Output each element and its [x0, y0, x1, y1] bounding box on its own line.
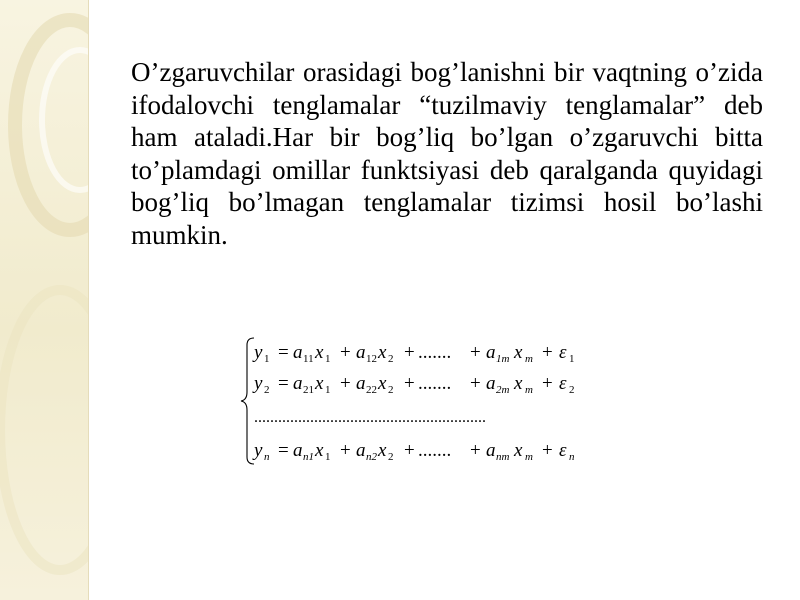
- equals-sign: =: [278, 440, 289, 461]
- coefficient-subscript: nm: [496, 451, 510, 463]
- equation-row-1: [252, 342, 575, 365]
- y-variable: y: [254, 440, 263, 461]
- plus-sign: +: [404, 440, 415, 461]
- coefficient-a: a: [356, 440, 366, 461]
- equals-sign: =: [278, 342, 289, 363]
- coefficient-a: a: [486, 342, 496, 363]
- dots: .......: [418, 342, 452, 363]
- equation-row-n: [252, 440, 575, 463]
- x-variable: x: [514, 440, 523, 461]
- plus-sign: +: [404, 342, 415, 363]
- plus-sign: +: [340, 373, 351, 394]
- decorative-swirl-graphic: [0, 0, 88, 600]
- y-subscript: n: [264, 451, 270, 463]
- coefficient-subscript: n1: [303, 451, 314, 463]
- coefficient-a: a: [486, 440, 496, 461]
- x-variable: x: [315, 342, 324, 363]
- equals-sign: =: [278, 373, 289, 394]
- coefficient-a: a: [356, 373, 366, 394]
- equation-system: [232, 332, 612, 472]
- x-subscript: m: [525, 451, 533, 463]
- decorative-side-panel: [0, 0, 89, 600]
- x-variable: x: [315, 373, 324, 394]
- ellipsis-row: ..........................................................: [254, 409, 486, 426]
- y-variable: y: [254, 373, 263, 394]
- x-variable: x: [315, 440, 324, 461]
- plus-sign: +: [542, 342, 553, 363]
- x-subscript: 2: [388, 353, 394, 365]
- y-variable: y: [254, 342, 263, 363]
- epsilon-subscript: 1: [569, 353, 575, 365]
- y-subscript: 1: [264, 353, 270, 365]
- plus-sign: +: [470, 440, 481, 461]
- x-subscript: 1: [325, 384, 331, 396]
- coefficient-subscript: 22: [366, 384, 377, 396]
- epsilon-term: ε: [559, 373, 567, 394]
- coefficient-subscript: 1m: [496, 353, 510, 365]
- plus-sign: +: [542, 373, 553, 394]
- dots: .......: [418, 440, 452, 461]
- x-variable: x: [378, 373, 387, 394]
- x-subscript: m: [525, 384, 533, 396]
- x-variable: x: [514, 373, 523, 394]
- body-paragraph: O’zgaruvchilar orasidagi bog’lanishni bir vaqtning o’zida ifodalovchi tenglamalar “tuzilmaviy tenglamalar” deb ham ataladi.Har bir bog’liq bo’lgan o’zgaruvchi bitta to’plamdagi omillar funktsiyasi deb qaralganda quyidagi bog’liq bo’lmagan tenglamalar tizimsi hosil bo’lashi mumkin.: [131, 57, 763, 250]
- epsilon-subscript: n: [569, 451, 575, 463]
- coefficient-subscript: 21: [303, 384, 314, 396]
- plus-sign: +: [470, 373, 481, 394]
- coefficient-a: a: [293, 373, 303, 394]
- coefficient-subscript: n2: [366, 451, 377, 463]
- x-variable: x: [378, 440, 387, 461]
- equation-row-2: [252, 373, 575, 396]
- coefficient-subscript: 12: [366, 353, 377, 365]
- plus-sign: +: [340, 440, 351, 461]
- left-brace: [241, 338, 254, 464]
- x-subscript: 2: [388, 451, 394, 463]
- x-variable: x: [514, 342, 523, 363]
- x-subscript: 1: [325, 353, 331, 365]
- x-subscript: 1: [325, 451, 331, 463]
- dots: .......: [418, 373, 452, 394]
- epsilon-term: ε: [559, 342, 567, 363]
- coefficient-a: a: [293, 342, 303, 363]
- x-subscript: 2: [388, 384, 394, 396]
- plus-sign: +: [470, 342, 481, 363]
- epsilon-subscript: 2: [569, 384, 575, 396]
- coefficient-subscript: 2m: [496, 384, 510, 396]
- coefficient-a: a: [486, 373, 496, 394]
- epsilon-term: ε: [559, 440, 567, 461]
- y-subscript: 2: [264, 384, 270, 396]
- plus-sign: +: [404, 373, 415, 394]
- coefficient-a: a: [356, 342, 366, 363]
- coefficient-subscript: 11: [303, 353, 314, 365]
- plus-sign: +: [340, 342, 351, 363]
- plus-sign: +: [542, 440, 553, 461]
- coefficient-a: a: [293, 440, 303, 461]
- x-variable: x: [378, 342, 387, 363]
- x-subscript: m: [525, 353, 533, 365]
